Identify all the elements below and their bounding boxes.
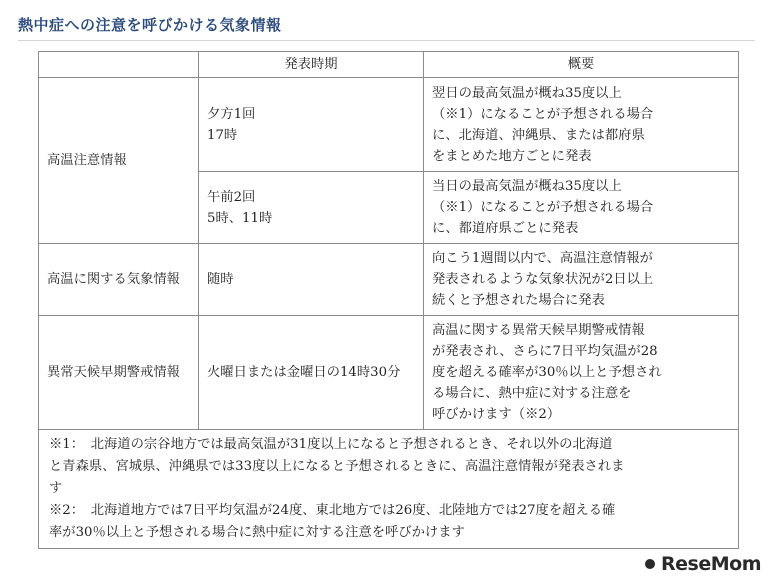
- footnote-line: す: [49, 481, 63, 496]
- time-line: 午前2回: [207, 189, 256, 205]
- time-line: 火曜日または金曜日の14時30分: [207, 365, 401, 380]
- title-divider: [18, 40, 755, 41]
- header-cell-summary: 概要: [424, 52, 739, 78]
- table-row: [39, 78, 739, 172]
- desc-line: 度を超える確率が30％以上と予想され: [432, 365, 662, 380]
- desc-line: 続くと予想された場合に発表: [432, 293, 605, 308]
- row-time-cell: [199, 78, 424, 172]
- desc-line: る場合に、熱中症に対する注意を: [432, 386, 632, 401]
- info-table: [38, 51, 739, 549]
- desc-line: 当日の最高気温が概ね35度以上: [432, 179, 622, 194]
- time-line: 夕方1回: [207, 106, 256, 122]
- row-name-cell: 高温に関する気象情報: [39, 244, 199, 316]
- logo-mark-icon: [645, 559, 655, 569]
- desc-line: （※1）になることが予想される場合: [432, 106, 654, 122]
- desc-line: 呼びかけます（※2）: [432, 407, 561, 422]
- footnote-2: [49, 500, 728, 544]
- footnote-1: [49, 434, 728, 500]
- row-desc-cell: [424, 172, 739, 244]
- time-line: 17時: [207, 127, 238, 143]
- row-desc-cell: [424, 316, 739, 430]
- row-name-cell: 高温注意情報: [39, 78, 199, 244]
- table-row: [39, 244, 739, 316]
- resemom-logo: [651, 551, 761, 575]
- desc-line: 発表されるような気象状況が2日以上: [432, 272, 654, 287]
- desc-line: に、都道府県ごとに発表: [432, 221, 579, 236]
- row-desc-cell: [424, 244, 739, 316]
- footnote-line: ※1： 北海道の宗谷地方では最高気温が31度以上になると予想されるとき、それ以外の北海道: [49, 437, 613, 452]
- row-time-cell: [199, 316, 424, 430]
- row-name-cell: 異常天候早期警戒情報: [39, 316, 199, 430]
- desc-line: 向こう1週間以内で、高温注意情報が: [432, 251, 653, 266]
- header-cell-timing: 発表時期: [199, 52, 424, 78]
- footnote-line: と青森県、宮城県、沖縄県では33度以上になると予想されるときに、高温注意情報が発表されま: [49, 459, 625, 474]
- time-line: 5時、11時: [207, 210, 273, 226]
- footnote-line: ※2： 北海道地方では7日平均気温が24度、東北地方では26度、北陸地方では27度を超える確: [49, 503, 616, 518]
- desc-line: に、北海道、沖縄県、または都府県: [432, 127, 645, 143]
- row-desc-cell: [424, 78, 739, 172]
- desc-line: （※1）になることが予想される場合: [432, 200, 654, 215]
- row-time-cell: [199, 244, 424, 316]
- time-line: 随時: [207, 272, 234, 287]
- row-time-cell: [199, 172, 424, 244]
- desc-line: 翌日の最高気温が概ね35度以上: [432, 85, 622, 101]
- table-row: [39, 316, 739, 430]
- desc-line: をまとめた地方ごとに発表: [432, 148, 592, 164]
- desc-line: が発表され、さらに7日平均気温が28: [432, 344, 658, 359]
- footnotes-cell: [39, 430, 739, 549]
- footnote-line: 率が30％以上と予想される場合に熱中症に対する注意を呼びかけます: [49, 525, 465, 540]
- header-cell-empty: [39, 52, 199, 78]
- logo-wordmark: ReseMom: [661, 553, 761, 575]
- page-title: 熱中症への注意を呼びかける気象情報: [18, 16, 282, 34]
- table-notes-row: [39, 430, 739, 549]
- table-header-row: [39, 52, 739, 78]
- desc-line: 高温に関する異常天候早期警戒情報: [432, 323, 645, 338]
